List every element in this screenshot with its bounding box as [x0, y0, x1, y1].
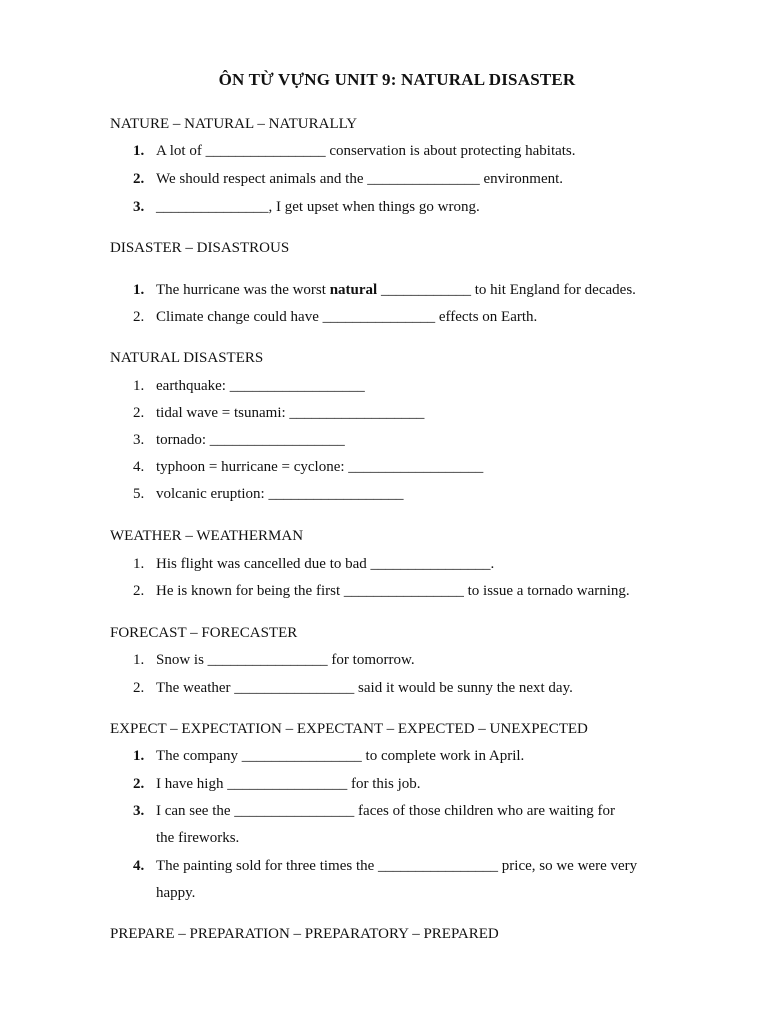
- item-text: The weather ________________ said it would be sunny the next day.: [156, 680, 573, 696]
- item-number: 2.: [133, 583, 145, 599]
- section-heading-natural-disasters: NATURAL DISASTERS: [110, 350, 264, 366]
- item-number: 3.: [133, 803, 145, 819]
- item-number: 2.: [133, 776, 145, 792]
- section-heading-forecast: FORECAST – FORECASTER: [110, 625, 298, 641]
- list-item: [133, 171, 563, 188]
- list-item: [133, 405, 424, 422]
- item-number: 3.: [133, 199, 145, 215]
- list-item: [133, 199, 480, 216]
- section-heading-nature: NATURE – NATURAL – NATURALLY: [110, 116, 358, 132]
- list-item: [133, 282, 636, 299]
- item-text: tornado: __________________: [156, 432, 345, 448]
- item-number: 2.: [133, 309, 145, 325]
- item-text: tidal wave = tsunami: __________________: [156, 405, 425, 421]
- item-text: volcanic eruption: __________________: [156, 486, 404, 502]
- list-item: [133, 583, 630, 600]
- item-text: We should respect animals and the _______________ environment.: [156, 171, 564, 187]
- list-item: [133, 652, 415, 669]
- page-title: ÔN TỪ VỰNG UNIT 9: NATURAL DISASTER: [218, 70, 576, 89]
- section-heading-weather: WEATHER – WEATHERMAN: [110, 528, 304, 544]
- item-text: The company ________________ to complete work in April.: [156, 748, 525, 764]
- item-text: The painting sold for three times the ________________ price, so we were very: [156, 858, 638, 874]
- item-text: I have high ________________ for this job.: [156, 776, 421, 792]
- section-heading-disaster: DISASTER – DISASTROUS: [110, 240, 290, 256]
- item-number: 1.: [133, 378, 145, 394]
- item-text: earthquake: __________________: [156, 378, 365, 394]
- item-number: 1.: [133, 556, 145, 572]
- list-item: [133, 748, 524, 765]
- item-text: The hurricane was the worst: [156, 282, 330, 298]
- item-number: 1.: [133, 143, 145, 159]
- list-item: [133, 556, 494, 573]
- item-text: _______________, I get upset when things go wrong.: [156, 199, 480, 215]
- item-number: 1.: [133, 282, 145, 298]
- list-item: [133, 776, 421, 793]
- list-item: [133, 459, 483, 476]
- item-text: I can see the ________________ faces of those children who are waiting for: [156, 803, 616, 819]
- list-item: [133, 378, 365, 395]
- item-number: 5.: [133, 486, 145, 502]
- item-bold-word: natural: [329, 282, 378, 298]
- list-item: [133, 143, 576, 160]
- item-continuation: the fireworks.: [156, 830, 240, 846]
- item-number: 2.: [133, 405, 145, 421]
- item-text: Snow is ________________ for tomorrow.: [156, 652, 415, 668]
- item-number: 4.: [133, 459, 145, 475]
- item-number: 2.: [133, 680, 145, 696]
- item-continuation: happy.: [156, 885, 196, 901]
- list-item: [133, 803, 615, 820]
- list-item: [133, 486, 403, 503]
- item-text: typhoon = hurricane = cyclone: __________________: [156, 459, 484, 475]
- item-text: A lot of ________________ conservation is about protecting habitats.: [156, 143, 576, 159]
- item-number: 1.: [133, 652, 145, 668]
- item-text: He is known for being the first ________________ to issue a tornado warning.: [156, 583, 630, 599]
- item-text: ____________ to hit England for decades.: [377, 282, 636, 298]
- item-number: 1.: [133, 748, 145, 764]
- item-text: His flight was cancelled due to bad ________________.: [156, 556, 495, 572]
- item-number: 4.: [133, 858, 145, 874]
- section-heading-prepare: PREPARE – PREPARATION – PREPARATORY – PREPARED: [110, 926, 499, 942]
- list-item: [133, 432, 345, 449]
- list-item: [133, 309, 537, 326]
- list-item: [133, 680, 573, 697]
- list-item: [133, 858, 637, 875]
- item-number: 2.: [133, 171, 145, 187]
- section-heading-expect: EXPECT – EXPECTATION – EXPECTANT – EXPECTED – UNEXPECTED: [110, 721, 588, 737]
- item-number: 3.: [133, 432, 145, 448]
- item-text: Climate change could have _______________ effects on Earth.: [156, 309, 538, 325]
